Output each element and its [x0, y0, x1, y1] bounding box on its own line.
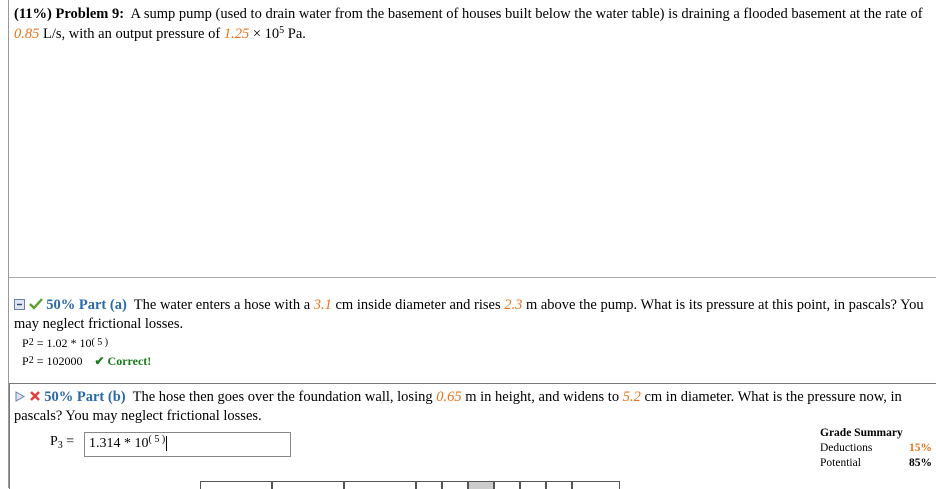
potential-label: Potential [820, 457, 861, 469]
expand-icon[interactable] [14, 389, 25, 407]
part-b-loss: 0.65 [436, 389, 462, 405]
answer-symbol: P [22, 336, 29, 350]
p3-subscript: 3 [57, 440, 63, 451]
deductions-row [820, 441, 932, 456]
problem-text-2: L/s, with an output pressure of [43, 26, 221, 42]
p3-symbol: P [50, 434, 58, 449]
part-b-text-3: cm in diameter. What is the pressure now, in pascals? You may neglect frictional losses. [14, 389, 902, 424]
deductions-value: 15% [909, 442, 932, 454]
p3-label [50, 434, 74, 450]
part-a-height: 2.3 [504, 297, 523, 313]
grade-summary [820, 426, 932, 471]
part-a-diameter: 3.1 [313, 297, 332, 313]
checkmark-icon [29, 297, 43, 315]
problem-exp: 5 [279, 25, 285, 36]
answer-value: = 1.02 * 10 [36, 336, 92, 350]
answer-input[interactable] [84, 432, 291, 457]
part-b-text-2: m in height, and widens to [465, 389, 620, 405]
text-cursor [166, 436, 167, 451]
part-a [14, 296, 930, 333]
part-b-text-1: The hose then goes over the foundation wall, losing [132, 389, 433, 405]
answer-row: P 2 = 1.02 * 10 ( 5 ) [22, 336, 109, 350]
part-b-percent: 50% Part (b) [44, 389, 126, 405]
potential-value: 85% [909, 457, 932, 469]
deductions-label: Deductions [820, 442, 873, 454]
p3-equals: = [66, 434, 75, 449]
problem-statement [14, 4, 930, 44]
answer-value: = 102000 [36, 354, 83, 368]
collapse-icon[interactable] [14, 297, 25, 315]
answer-symbol: P [22, 354, 29, 368]
problem-text-4: Pa. [287, 26, 306, 42]
part-b [14, 388, 914, 425]
correct-label: ✔ Correct! [94, 354, 152, 368]
part-a-text-1: The water enters a hose with a [133, 297, 311, 313]
separator [9, 277, 936, 278]
problem-pressure: 1.25 [223, 26, 250, 42]
grade-summary-title: Grade Summary [820, 427, 903, 439]
answer-row: P 2 = 102000 ✔ Correct! [22, 354, 152, 368]
answer-input-exp: ( 5 ) [148, 434, 166, 445]
problem-rate: 0.85 [14, 26, 40, 42]
part-a-answers [22, 334, 151, 370]
problem-text-3: × 10 [252, 26, 280, 42]
part-a-text-3: m above the pump. What is its pressure at this point, in pascals? You may neglect frictional losses. [14, 297, 924, 332]
part-b-diameter: 5.2 [622, 389, 641, 405]
problem-header: (11%) Problem 9: [14, 6, 125, 22]
incorrect-x-icon [29, 389, 41, 407]
answer-input-value: 1.314 * 10 [89, 436, 149, 451]
part-a-text-2: cm inside diameter and rises [335, 297, 501, 313]
potential-row [820, 456, 932, 471]
problem-text-1: A sump pump (used to drain water from the basement of houses built below the water table) is draining a flooded basement at the rate of [130, 6, 923, 22]
part-a-percent: 50% Part (a) [46, 297, 127, 313]
